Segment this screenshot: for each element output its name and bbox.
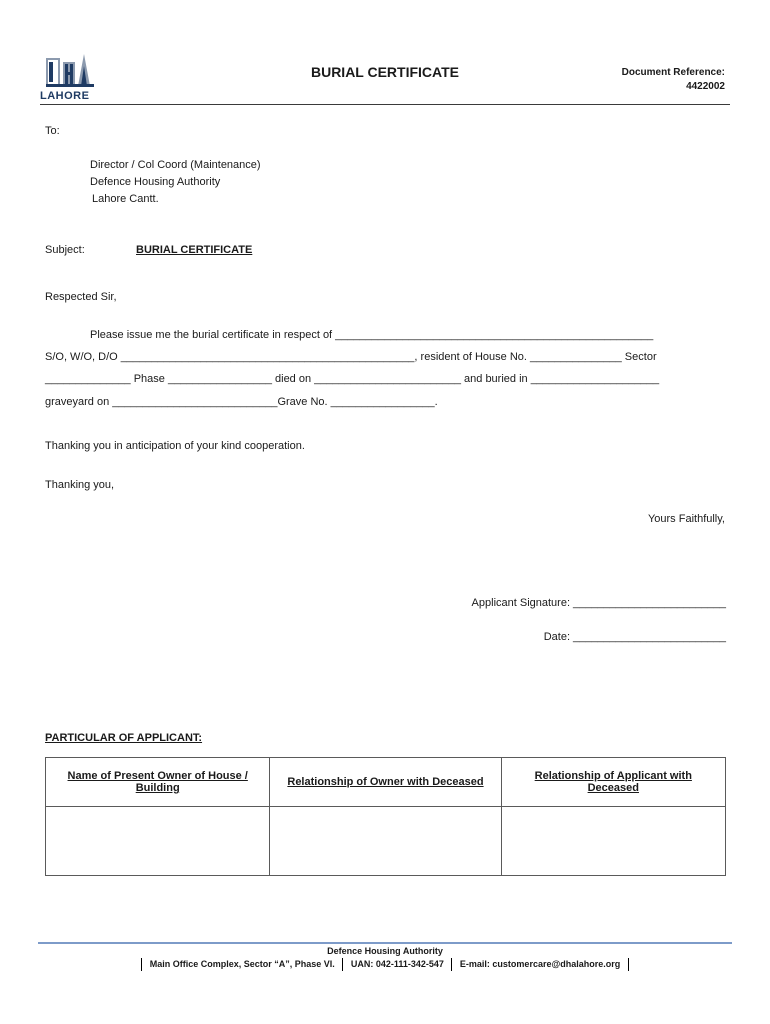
thanks-short: Thanking you, [45, 479, 115, 491]
page-title: BURIAL CERTIFICATE [310, 64, 460, 80]
footer-divider [38, 942, 732, 944]
logo-text: LAHORE [40, 90, 90, 102]
body-line: ______________ Phase _________________ died on ________________________ and buried in _____________________ [45, 373, 660, 385]
footer-org: Defence Housing Authority [327, 946, 443, 956]
applicant-signature-line: Applicant Signature: _________________________ [471, 597, 726, 609]
subject-label: Subject: [45, 244, 85, 256]
footer-uan: UAN: 042-111-342-547 [350, 958, 444, 969]
address-line: Director / Col Coord (Maintenance) [90, 159, 261, 171]
table-cell [270, 807, 501, 876]
footer-contact [0, 958, 770, 971]
address-line: Defence Housing Authority [90, 176, 221, 188]
particulars-heading: PARTICULAR OF APPLICANT: [45, 732, 203, 744]
body-line: S/O, W/O, D/O ________________________________________________, resident of House No. _______________ Sector [45, 351, 657, 363]
separator [451, 958, 452, 971]
closing: Yours Faithfully, [647, 513, 725, 525]
separator [141, 958, 142, 971]
doc-ref-number: 4422002 [686, 81, 725, 92]
address-line: Lahore Cantt. [92, 193, 159, 205]
footer-address: Main Office Complex, Sector “A”, Phase VI. [149, 958, 335, 969]
document-reference [622, 66, 725, 94]
column-header: Relationship of Applicant with Deceased [501, 758, 725, 807]
body-line: Please issue me the burial certificate in respect of ____________________________________________________ [90, 329, 654, 341]
table-cell [501, 807, 725, 876]
doc-ref-label: Document Reference: [621, 67, 725, 78]
to-label: To: [45, 125, 60, 137]
column-header: Relationship of Owner with Deceased [270, 758, 501, 807]
thanks-line: Thanking you in anticipation of your kind cooperation. [45, 440, 305, 452]
separator [628, 958, 629, 971]
header-divider [40, 104, 730, 105]
dha-logo [40, 54, 96, 106]
separator [342, 958, 343, 971]
particulars-table [45, 757, 726, 876]
body-line: graveyard on ___________________________Grave No. _________________. [45, 396, 438, 408]
salutation: Respected Sir, [45, 291, 117, 303]
subject-text: BURIAL CERTIFICATE [136, 244, 253, 256]
date-line: Date: _________________________ [543, 631, 726, 643]
table-row [46, 807, 726, 876]
table-header-row [46, 758, 726, 807]
column-header: Name of Present Owner of House / Building [46, 758, 270, 807]
table-cell [46, 807, 270, 876]
footer-email: E-mail: customercare@dhalahore.org [459, 958, 621, 969]
